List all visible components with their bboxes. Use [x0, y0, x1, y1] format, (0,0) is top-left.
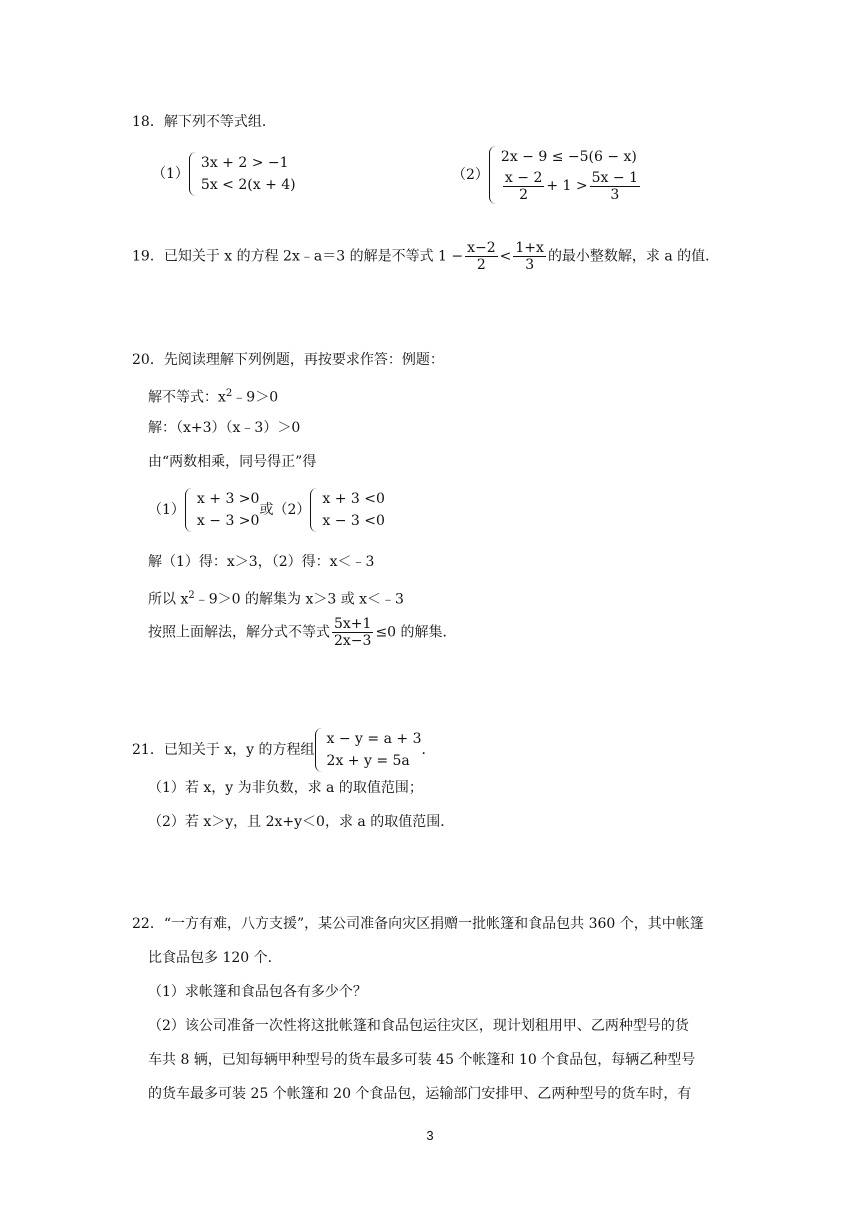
q20-line6: 所以 $x^2﹣9>0$ 的解集为 x＞3 或 x＜﹣3: [148, 590, 404, 608]
q20-line2: 解：（x+3）（x﹣3）＞0: [148, 420, 301, 436]
q22-sub2-line3: 的货车最多可装 25 个帐篷和 20 个食品包，运输部门安排甲、乙两种型号的货车时，有: [148, 1086, 692, 1102]
q20-case2: x + 3 <0 x − 3 <0: [310, 488, 385, 532]
q18-part1-label: （1）: [152, 166, 189, 182]
q20-line1: 解不等式：$x^2﹣9>0$: [148, 388, 279, 406]
q20-line3: 由“两数相乘，同号得正”得: [148, 454, 317, 470]
q18-system1: [189, 152, 296, 196]
q20-case1: x + 3 >0 x − 3 >0: [185, 488, 260, 532]
brace-icon: [185, 488, 193, 532]
brace-icon: [189, 152, 197, 196]
q21-sub2: （2）若 x＞y，且 2x+y＜0，求 a 的取值范围．: [148, 814, 455, 830]
q18-part2: [452, 146, 642, 204]
q20-cases: （1） x + 3 >0 x − 3 >0 或（2） x + 3 <0 x − 3 <0: [148, 488, 385, 532]
q18-title: 18．解下列不等式组．: [132, 114, 276, 130]
q18-system1-row1: 3x + 2 > −1: [200, 155, 289, 171]
brace-icon: [315, 728, 323, 772]
fraction: $\frac{1+x}{3}$: [515, 240, 544, 273]
fraction: $\frac{5x - 1}{3}$: [591, 169, 638, 203]
q21-sub1: （1）若 x，y 为非负数，求 a 的取值范围；: [148, 780, 423, 796]
q22-line2: 比食品包多 120 个．: [148, 950, 282, 966]
q20-title: 20．先阅读理解下列例题，再按要求作答：例题：: [132, 352, 444, 368]
brace-icon: [310, 488, 318, 532]
q18-system2-row2: $\frac{x - 2}{2}$ + 1 > $\frac{5x - 1}{3}$: [504, 169, 638, 203]
fraction: $\frac{x - 2}{2}$: [504, 169, 543, 203]
brace-icon: [489, 146, 497, 204]
q21-system: x − y = a + 3 2x + y = 5a: [315, 728, 422, 772]
fraction: $\frac{5x+1}{2x-3}$: [334, 616, 372, 649]
q18-system2: [489, 146, 642, 204]
q20-line5: 解（1）得：x＞3，（2）得：x＜﹣3: [148, 554, 375, 570]
q19-text: 19．已知关于 x 的方程 2x﹣a＝3 的解是不等式 1 − $\frac{x-2}{2}$ < $\frac{1+x}{3}$ 的最小整数解，求 a 的值．: [132, 240, 720, 273]
q18-part1: [152, 152, 296, 196]
q18-part2-label: （2）: [452, 167, 489, 183]
q18-system1-row2: 5x < 2(x + 4): [200, 177, 296, 193]
q22-sub2-line1: （2）该公司准备一次性将这批帐篷和食品包运往灾区，现计划租用甲、乙两种型号的货: [148, 1018, 689, 1034]
q21-text: 21．已知关于 x，y 的方程组 x − y = a + 3 2x + y = 5a ．: [132, 728, 435, 772]
q22-line1: 22．“一方有难，八方支援”，某公司准备向灾区捐赠一批帐篷和食品包共 360 个，其中帐篷: [132, 916, 704, 932]
q18-system2-row1: 2x − 9 ≤ −5(6 − x): [500, 149, 637, 165]
page-number: 3: [426, 1128, 434, 1143]
q20-line7: 按照上面解法，解分式不等式 $\frac{5x+1}{2x-3}$ ≤0 的解集．: [148, 616, 457, 649]
fraction: $\frac{x-2}{2}$: [467, 240, 496, 273]
q22-sub2-line2: 车共 8 辆，已知每辆甲种型号的货车最多可装 45 个帐篷和 10 个食品包，每辆乙种型号: [148, 1052, 696, 1068]
q22-sub1: （1）求帐篷和食品包各有多少个？: [148, 984, 367, 1000]
